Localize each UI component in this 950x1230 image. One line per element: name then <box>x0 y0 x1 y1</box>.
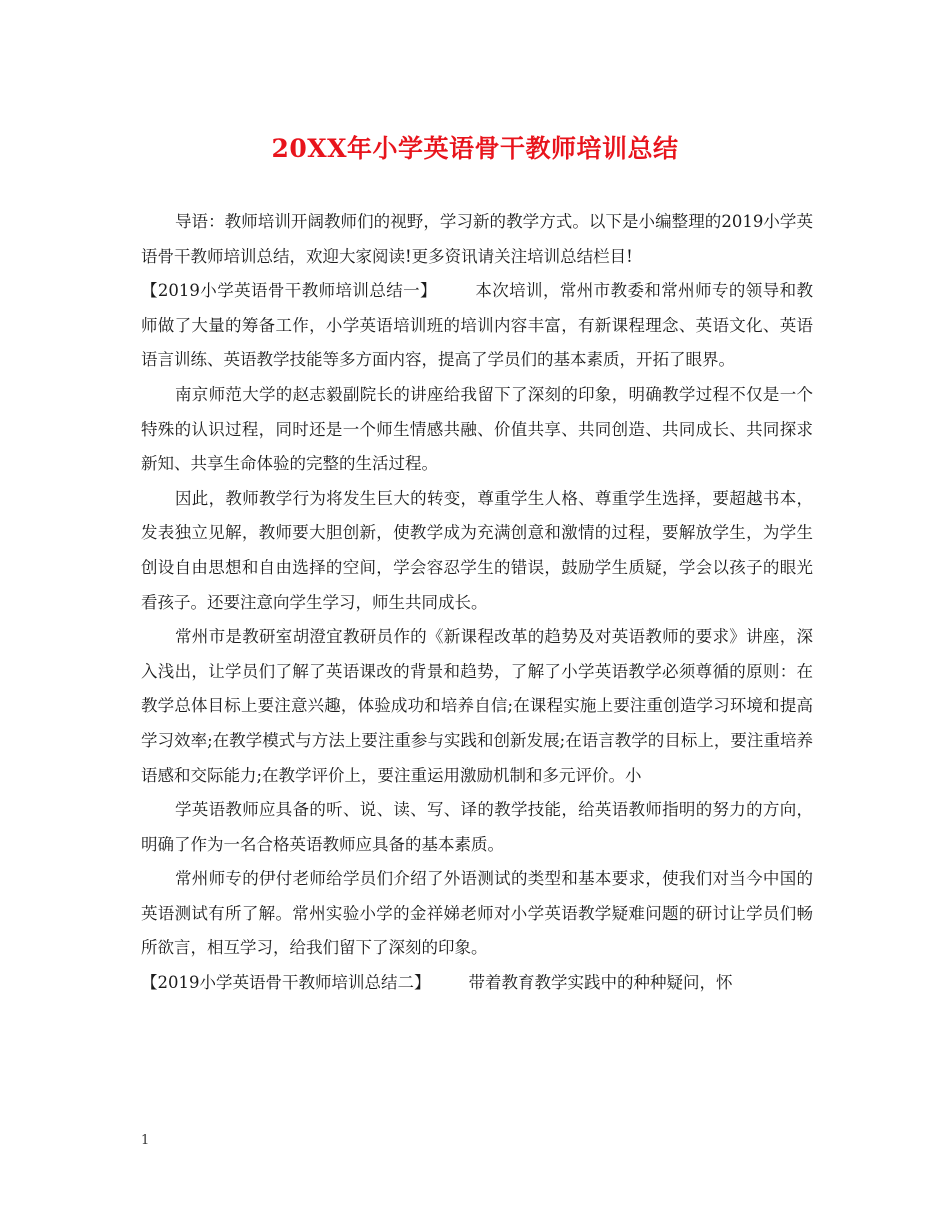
paragraph-4: 常州市是教研室胡澄宜教研员作的《新课程改革的趋势及对英语教师的要求》讲座，深入浅出，让学员们了解了英语课改的背景和趋势，了解了小学英语教学必须尊循的原则：在教学总体目标上要注意兴趣，体验成功和培养自信;在课程实施上要注重创造学习环境和提高学习效率;在教学模式与方法上要注重参与实践和创新发展;在语言教学的目标上，要注重培养语感和交际能力;在教学评价上，要注重运用激励机制和多元评价。小 <box>141 627 813 785</box>
section-1 <box>141 274 813 378</box>
page-number: 1 <box>141 1133 150 1148</box>
paragraph-6: 常州师专的伊付老师给学员们介绍了外语测试的类型和基本要求，使我们对当今中国的英语测试有所了解。常州实验小学的金祥娣老师对小学英语教学疑难问题的研讨让学员们畅所欲言，相互学习，给我们留下了深刻的印象。 <box>141 869 813 958</box>
section-1-lead-text: 本次培训，常州市教委和常州师专的领导和教师做了大量的筹备工作，小学英语培训班的培训内容丰富，有新课程理念、英语文化、英语语言训练、英语教学技能等多方面内容，提高了学员们的基本素质，开拓了眼界。 <box>141 281 813 370</box>
document-title: 20XX年小学英语骨干教师培训总结 <box>271 134 679 163</box>
section-2-heading: 【2019小学英语骨干教师培训总结二】 <box>141 973 431 993</box>
section-1-heading: 【2019小学英语骨干教师培训总结一】 <box>141 281 437 301</box>
section-2 <box>141 966 813 1001</box>
section-2-lead-text: 带着教育教学实践中的种种疑问，怀 <box>468 973 733 993</box>
paragraph-2: 南京师范大学的赵志毅副院长的讲座给我留下了深刻的印象，明确教学过程不仅是一个特殊的认识过程，同时还是一个师生情感共融、价值共享、共同创造、共同成长、共同探求新知、共享生命体验的完整的生活过程。 <box>141 384 813 474</box>
paragraph-5: 学英语教师应具备的听、说、读、写、译的教学技能，给英语教师指明的努力的方向，明确了作为一名合格英语教师应具备的基本素质。 <box>141 800 813 854</box>
paragraph-3: 因此，教师教学行为将发生巨大的转变，尊重学生人格、尊重学生选择，要超越书本，发表独立见解，教师要大胆创新，使教学成为充满创意和激情的过程，要解放学生，为学生创设自由思想和自由选择的空间，学会容忍学生的错误，鼓励学生质疑，学会以孩子的眼光看孩子。还要注意向学生学习，师生共同成长。 <box>141 488 813 612</box>
intro-paragraph: 导语：教师培训开阔教师们的视野，学习新的教学方式。以下是小编整理的2019小学英语骨干教师培训总结，欢迎大家阅读!更多资讯请关注培训总结栏目! <box>141 212 813 266</box>
document-body <box>141 205 813 1001</box>
